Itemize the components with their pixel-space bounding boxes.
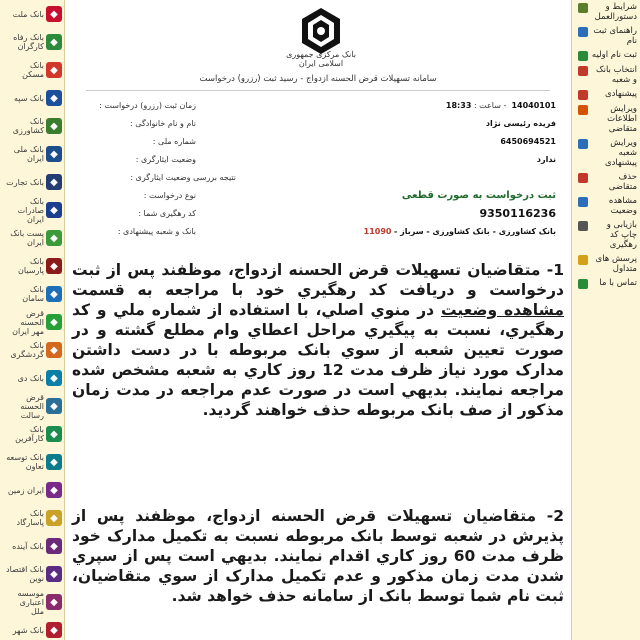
bank-post-icon: ◆ [46,230,62,246]
bank-iranzamin-icon: ◆ [46,482,62,498]
menu-item-label: راهنمای ثبت نام [593,26,637,46]
bank-link-label: بانک اقتصاد نوین [6,565,44,583]
central-bank-logo-icon [296,6,346,56]
reg-time-word: ساعت : [473,100,501,110]
request-type-row [76,186,556,204]
bank-ayandeh-icon: ◆ [46,538,62,554]
notice-1-text-a: 1- متقاضیان تسهیلات قرض الحسنه ازدواج، موظفند پس از ثبت درخواست و دریافت کد رهگیري خود با مراجعه به قسمت [72,261,564,299]
bank-link-label: بانک گردشگری [10,341,44,359]
bank-parsian-icon: ◆ [46,258,62,274]
branch-row [76,222,556,240]
bank-link[interactable] [0,140,64,168]
bank-link[interactable] [0,308,64,336]
bank-melal-icon: ◆ [46,594,62,610]
bank-link[interactable] [0,0,64,28]
bank-link[interactable] [0,224,64,252]
veteran-status-label: وضعیت ایثارگری : [135,154,196,164]
tracking-label: کد رهگیری شما : [138,208,196,218]
name-label: نام و نام خانوادگی : [130,118,196,128]
bank-link-label: بانک پارسیان [18,257,44,275]
reg-time: 18:33 [445,100,472,110]
bank-resalat-icon: ◆ [46,398,62,414]
tracking-row [76,204,556,222]
edit-branch-icon [578,139,588,149]
menu-item-label: ویرایش شعبه پیشنهادی [604,138,637,168]
bank-link[interactable] [0,420,64,448]
menu-item-label: انتخاب بانک و شعبه [595,65,637,85]
faq-icon [578,255,588,265]
bank-link-label: قرض الحسنه مهر ایران [12,308,44,336]
request-type-value: ثبت درخواست به صورت قطعی [401,189,556,201]
bank-saman-icon: ◆ [46,286,62,302]
nid-row [76,132,556,150]
menu-item-label: پیشنهادی [604,89,637,99]
veteran-status-value: ندارد [536,154,556,164]
bank-link[interactable] [0,336,64,364]
bank-saderat-icon: ◆ [46,202,62,218]
view-status-icon [578,197,588,207]
menu-item[interactable] [572,276,640,291]
edit-icon [578,105,588,115]
menu-item[interactable] [572,136,640,170]
bank-link-label: بانک رفاه کارگران [13,33,44,51]
bank-link-label: بانک توسعه تعاون [6,453,44,471]
bank-link[interactable] [0,364,64,392]
review-row [76,168,556,186]
menu-item[interactable] [572,102,640,136]
bank-link-label: بانک کارآفرین [15,425,44,443]
bank-refah-icon: ◆ [46,34,62,50]
reg-time-row: زمان ثبت (رزرو) درخواست : 14040101 - ساعت : 18:33 [76,96,556,114]
bank-link[interactable] [0,616,64,640]
veteran-status-row [76,150,556,168]
bank-karafarin-icon: ◆ [46,426,62,442]
nid-value: 6450694521 [500,136,556,146]
bank-link-label: بانک آینده [12,541,44,551]
menu-item[interactable] [572,218,640,252]
menu-item[interactable] [572,63,640,87]
menu-item[interactable] [572,87,640,102]
bank-mehr-icon: ◆ [46,314,62,330]
bank-pasargad-icon: ◆ [46,510,62,526]
reg-time-label: زمان ثبت (رزرو) درخواست : [99,100,196,110]
branch-label: بانک و شعبه پیشنهادی : [117,226,196,236]
help-icon [578,27,588,37]
bank-tejarat-icon: ◆ [46,174,62,190]
notice-2: 2- متقاضیان تسهیلات قرض الحسنه ازدواج، موظفند پس از پذیرش در شعبه توسط بانک مربوطه نسبت به تکمیل مدارک خود ظرف مدت 60 روز کاري اقدام نمایند. بدیهي است پس از سپري شدن مدت زمان مذکور و عدم تکمیل مدارک از سوي متقاضیان، ثبت نام شما توسط بانک از سامانه حذف خواهد شد. [72,507,564,605]
bank-link-label: بانک کشاورزی [12,117,44,135]
bank-gardeshgari-icon: ◆ [46,342,62,358]
request-type-label: نوع درخواست : [143,190,196,200]
bank-keshavarzi-icon: ◆ [46,118,62,134]
branch-code: 11090 [363,226,392,236]
menu-item[interactable] [572,252,640,276]
bank-link[interactable] [0,252,64,280]
bank-link-label: قرض الحسنه رسالت [20,392,44,420]
bank-list-sidebar [0,0,65,640]
bank-melli-icon: ◆ [46,146,62,162]
bank-link-label: بانک ملی ایران [13,145,44,163]
receipt-details [76,96,556,240]
view-status-link[interactable]: مشاهده وضعیت [441,301,564,319]
menu-item-label: حذف متقاضی [608,172,637,192]
bank-link-label: بانک شهر [12,625,44,635]
bank-link[interactable] [0,448,64,476]
reg-date: 14040101 [511,100,556,110]
bank-link-label: بانک ملت [12,9,44,19]
divider [86,90,550,91]
menu-item-label: بازیابی و چاپ کد رهگیری [606,220,637,250]
menu-item-label: پرسش های متداول [595,254,637,274]
menu-item[interactable] [572,24,640,48]
bank-link[interactable] [0,392,64,420]
menu-item[interactable] [572,0,640,24]
menu-item-label: ویرایش اطلاعات متقاضی [607,104,637,134]
bank-link[interactable] [0,504,64,532]
name-value: فریده رئیسی نژاد [485,118,556,128]
bank-link-label: بانک سپه [14,93,44,103]
bank-link-label: بانک مسکن [22,61,44,79]
print-icon [578,221,588,231]
bank-link-label: بانک تجارت [6,177,44,187]
system-title: سامانه تسهیلات قرض الحسنه ازدواج - رسید ثبت (رزرو) درخواست [199,74,437,84]
bank-dey-icon: ◆ [46,370,62,386]
menu-item[interactable] [572,48,640,63]
bank-name: بانک مرکزی جمهوری اسلامی ایران [286,50,356,68]
suggest-icon [578,90,588,100]
bank-link[interactable] [0,560,64,588]
bank-eghtesad-novin-icon: ◆ [46,566,62,582]
bank-link-label: بانک پاسارگاد [16,509,44,527]
delete-icon [578,173,588,183]
bank-sepah-icon: ◆ [46,90,62,106]
bank-link[interactable] [0,112,64,140]
bank-link-label: پست بانک ایران [10,229,44,247]
bank-link[interactable] [0,588,64,616]
bank-mellat-icon: ◆ [46,6,62,22]
bank-link[interactable] [0,280,64,308]
menu-item-label: ثبت نام اولیه [591,50,637,60]
notice-1-text-b: در منوي اصلي، با استفاده از شماره ملي و کد رهگیري، نسبت به پیگیري مراحل اعطاي وام مطلع گشته و در صورت تعیین شعبه از سوي بانک مربوطه با در دست داشتن مدارک مورد نیاز ظرف مدت 12 روز کاري به شعبه مشخص شده مراجعه نمایند. بدیهي است در صورت عدم مراجعه در مدت زمان مذکور از صف بانک مربوطه حذف خواهند گردید. [72,301,565,419]
register-icon [578,51,588,61]
tracking-code: 9350116236 [479,206,556,220]
main-menu-sidebar [571,0,640,640]
bank-link-label: بانک صادرات ایران [17,196,44,224]
receipt-content [66,0,570,640]
menu-item-label: مشاهده وضعیت [608,196,637,216]
contact-icon [578,279,588,289]
menu-item-label: شرایط و دستورالعمل [594,2,637,22]
bank-link[interactable] [0,476,64,504]
bank-link[interactable] [0,84,64,112]
menu-item[interactable] [572,170,640,194]
bank-link-label: موسسه اعتباری ملل [17,588,44,616]
bank-link[interactable] [0,56,64,84]
branch-value: بانک کشاورزی - بانک کشاورزی - سرباز - [394,226,556,236]
bank-link[interactable] [0,28,64,56]
nid-label: شماره ملی : [152,136,196,146]
document-icon [578,3,588,13]
bank-link-label: بانک سامان [22,285,44,303]
bank-shahr-icon: ◆ [46,622,62,638]
menu-item[interactable] [572,194,640,218]
bank-link-label: ایران زمین [7,485,44,495]
review-label: نتیجه بررسی وضعیت ایثارگری : [130,172,236,182]
bank-link[interactable] [0,196,64,224]
notice-1 [72,260,564,420]
bank-link-label: بانک دی [17,373,44,383]
menu-item-label: تماس با ما [599,278,637,288]
bank-select-icon [578,66,588,76]
bank-maskan-icon: ◆ [46,62,62,78]
bank-tose-taavon-icon: ◆ [46,454,62,470]
bank-link[interactable] [0,532,64,560]
bank-link[interactable] [0,168,64,196]
name-row [76,114,556,132]
